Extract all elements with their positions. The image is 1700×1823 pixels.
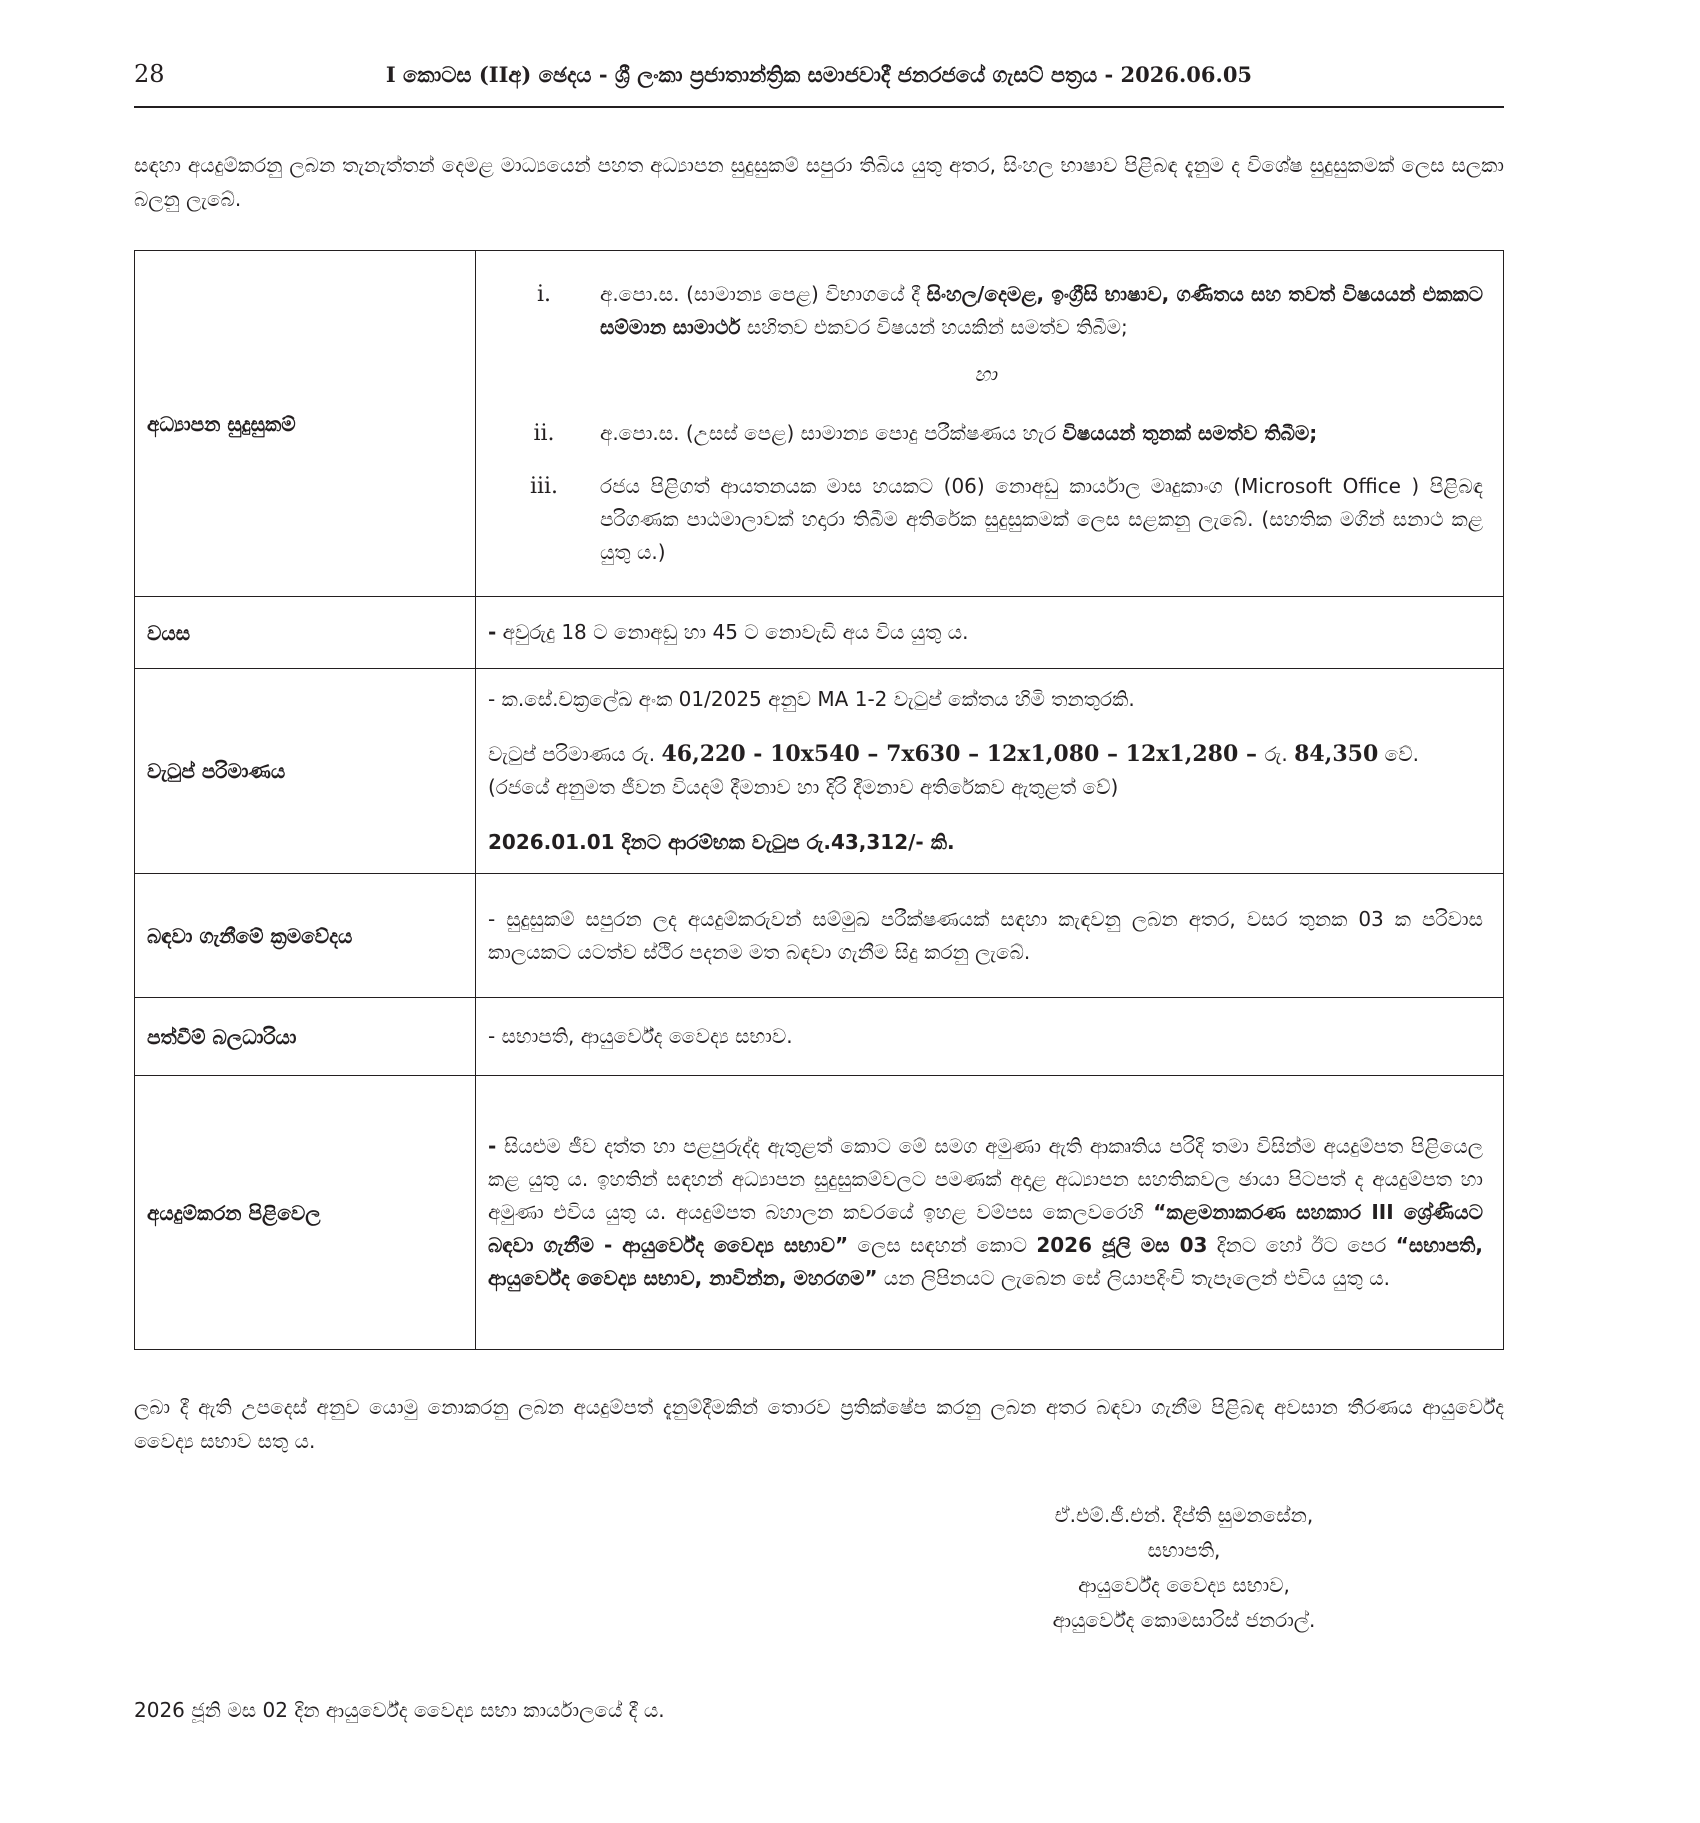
signatory-organization: ආයුර්වේද වෛද්‍ය සභාව, <box>1078 1573 1290 1597</box>
page-number: 28 <box>134 60 165 88</box>
recruitment-value: - සුදුසුකම් සපුරන ලද අයදුම්කරුවන් සම්මුඛ පරීක්ෂණයක් සඳහා කැඳවනු ලබන අතර, වසර තුනක 03 ක පරිවාස කාලයකට යටත්ව ස්ථිර පදනම මත බඳවා ගැනීම සිදු කරනු ලැබේ. <box>476 874 1504 998</box>
table-row-application <box>135 1076 1504 1350</box>
salary-allowance-note: (රජයේ අනුමත ජීවන වියදම් දීමනාව හා දිරි දීමනාව අතිරේකව ඇතුළත් වේ) <box>488 775 1119 799</box>
gazette-page <box>134 60 1504 1638</box>
education-label: අධ්‍යාපන සුදුසුකම් <box>135 251 476 597</box>
signatory-role: ආයුර්වේද කොමසාරිස් ජනරාල්. <box>1052 1608 1316 1632</box>
table-row-authority <box>135 998 1504 1076</box>
recruitment-label: බඳවා ගැනීමේ ක්‍රමවේදය <box>135 874 476 998</box>
table-row-age <box>135 597 1504 669</box>
table-row-recruitment <box>135 874 1504 998</box>
intro-paragraph: සඳහා අයදුම්කරනු ලබන තැනැත්තන් දෙමළ මාධ්‍යයෙන් පහත අධ්‍යාපන සුදුසුකම් සපුරා තිබිය යුතු අතර, සිංහල භාෂාව පිළිබඳ දැනුම ද විශේෂ සුදුසුකමක් ලෙස සලකා බලනු ලැබේ. <box>134 153 1504 211</box>
footer-date-line: 2026 ජූනි මස 02 දින ආයුර්වේද වෛද්‍ය සභා කාර්යාලයේ දී ය. <box>134 1698 665 1722</box>
qualification-item-2: ii. අ.පො.ස. (උසස් පෙළ) සාමාන්‍ය පොදු පරීක්ෂණය හැර විෂයයන් තුනක් සමත්ව තිබීම; <box>533 421 1318 446</box>
qualification-item-1: i. අ.පො.ස. (සාමාන්‍ය පෙළ) විභාගයේ දී සිංහල/දෙමළ, ඉංග්‍රීසි භාෂාව, ගණිතය සහ තවත් විෂයයන් එකකට සම්මාන සාමාර්ථ සහිතව එකවර විෂයන් හයකින් සමත්ව තිබීම; <box>536 282 1484 339</box>
age-label: වයස <box>135 597 476 669</box>
qualification-item-3: iii. රජය පිළිගත් ආයතනයක මාස හයකට (06) නොඅඩු කාර්යාල මෘදුකාංග (Microsoft Office ) පිළිබඳ පරිගණක පාඨමාලාවක් හදාරා තිබීම අතිරේක සුදුසුකමක් ලෙස සළකනු ලැබේ. (සහතික මගින් සනාථ කළ යුතු ය.) <box>529 474 1483 564</box>
qualification-or: හා <box>974 362 997 386</box>
application-value: - සියළුම ජීව දත්ත හා පළපුරුද්ද ඇතුළත් කොට මේ සමග අමුණා ඇති ආකෘතිය පරිදි තමා විසින්ම අයදුම්පත පිළියෙල කළ යුතු ය. ඉහතින් සඳහන් අධ්‍යාපන සුදුසුකම්වලට පමණක් අදාළ අධ්‍යාපන සහතිකවල ඡායා පිටපත් ද අයදුම්පත හා අමුණා එවිය යුතු ය. අයදුම්පත බහාලන කවරයේ ඉහළ වම්පස කෙලවරෙහි “කළමනාකරණ සහකාර III ශ්‍රේණියට බඳවා ගැනීම - ආයුර්වේද වෛද්‍ය සභාව” ලෙස සඳහන් කොට 2026 ජූලි මස 03 දිනට හෝ ඊට පෙර “සභාපති, ආයුර්වේද වෛද්‍ය සභාව, නාවින්න, මහරගම” යන ලිපිනයට ලැබෙන සේ ලියාපදිංචි තැපෑලෙන් එවිය යුතු ය. <box>476 1076 1504 1350</box>
starting-salary: 2026.01.01 දිනට ආරම්භක වැටුප රු.43,312/- කි. <box>488 830 955 854</box>
authority-label: පත්වීම් බලධාරියා <box>135 998 476 1076</box>
education-value <box>476 251 1504 597</box>
closing-paragraph: ලබා දී ඇති උපදෙස් අනුව යොමු නොකරනු ලබන අයදුම්පත් දැනුම්දීමකින් තොරව ප්‍රතික්ෂේප කරනු ලබන අතර බඳවා ගැනීම පිළිබඳ අවසාන තීරණය ආයුර්වේද වෛද්‍ය සභාව සතු ය. <box>134 1395 1504 1453</box>
signatory-position: සභාපති, <box>1147 1538 1221 1562</box>
signatory-name: ඒ.එම්.ජී.එන්. දීප්ති සුමනසේන, <box>1054 1503 1314 1527</box>
table-row-education <box>135 251 1504 597</box>
salary-circular: - ක.සේ.චක්‍රලේඛ අංක 01/2025 අනුව MA 1-2 වැටුප් කේතය හිමි තනතුරකි. <box>488 687 1135 711</box>
gazette-title: I කොටස (IIඅ) ඡෙදය - ශ්‍රී ලංකා ප්‍රජාතාන්ත්‍රික සමාජවාදී ජනරජයේ ගැසට් පත්‍රය - 2026.06.05 <box>385 62 1253 87</box>
signature-block <box>974 1498 1394 1638</box>
salary-label: වැටුප් පරිමාණය <box>135 669 476 874</box>
table-row-salary <box>135 669 1504 874</box>
page-header <box>134 60 1504 108</box>
authority-value: - සභාපති, ආයුර්වේද වෛද්‍ය සභාව. <box>476 998 1504 1076</box>
application-label: අයදුම්කරන පිළිවෙල <box>135 1076 476 1350</box>
salary-scale: වැටුප් පරිමාණය රු. 46,220 - 10x540 – 7x630 – 12x1,080 – 12x1,280 – රු. 84,350 වේ. <box>488 741 1419 767</box>
age-value: - අවුරුදු 18 ට නොඅඩු හා 45 ට නොවැඩි අය විය යුතු ය. <box>476 597 1504 669</box>
salary-value <box>476 669 1504 874</box>
requirements-table <box>134 250 1504 1350</box>
